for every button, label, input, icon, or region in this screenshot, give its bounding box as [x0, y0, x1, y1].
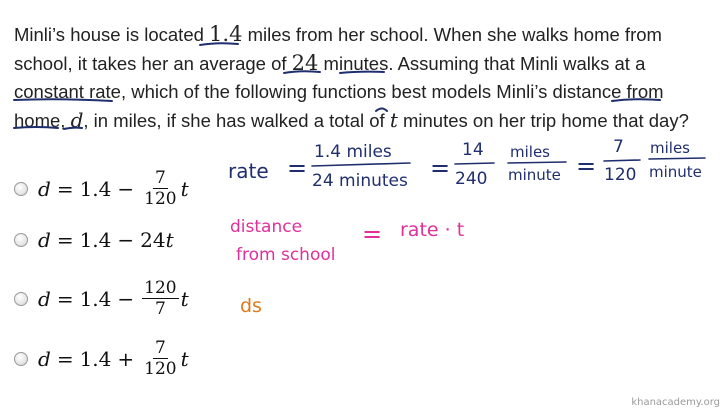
radio-button[interactable]	[14, 233, 28, 247]
hw-equals-2: =	[430, 154, 451, 182]
fraction: $\frac{7}{120}$	[144, 168, 177, 209]
option-3[interactable]	[14, 278, 189, 319]
option-1[interactable]	[14, 168, 189, 209]
option-4-expression: d = 1.4 + $\frac{7}{120}$ t	[38, 338, 189, 379]
option-3-expression: d = 1.4 − $\frac{120}{7}$ t	[38, 278, 189, 319]
option-2[interactable]	[14, 228, 174, 252]
hw-frac3-den: 120	[604, 165, 637, 185]
fraction-bars	[312, 158, 705, 166]
hw-frac2-den: 240	[455, 169, 488, 189]
question-text	[14, 20, 719, 135]
site-credit: khanacademy.org	[631, 397, 720, 408]
hw-equals-1: =	[287, 154, 308, 182]
fraction: $\frac{7}{120}$	[144, 338, 177, 379]
distance-equation	[230, 217, 464, 265]
hw-frac1-num: 1.4 miles	[314, 142, 392, 162]
hw-frac2-unit-num: miles	[510, 143, 550, 161]
hw-equals-3: =	[576, 152, 597, 180]
question-line-2: school, it takes her an average of 24 minutes. Assuming that Minli walks at a	[14, 51, 646, 75]
radio-button[interactable]	[14, 352, 28, 366]
question-line-3: constant rate, which of the following functions best models Minli’s distance from	[14, 81, 664, 102]
hw-ds: ds	[240, 295, 262, 317]
hw-distance: distance	[230, 217, 303, 237]
hw-frac3-num: 7	[613, 137, 624, 157]
hw-rate: rate	[228, 159, 269, 183]
option-2-expression: d = 1.4 − 24 t	[38, 228, 174, 252]
hw-frac2-unit-den: minute	[508, 166, 561, 184]
radio-button[interactable]	[14, 292, 28, 306]
hw-rate-times-t: rate · t	[400, 219, 465, 241]
fraction: $\frac{120}{7}$	[144, 278, 177, 319]
rate-calculation	[228, 137, 702, 191]
hw-frac1-den: 24 minutes	[312, 171, 408, 191]
hw-frac3-unit-num: miles	[650, 139, 690, 157]
hw-frac2-num: 14	[462, 140, 484, 160]
question-line-4: home, d, in miles, if she has walked a total of t minutes on her trip home that day?	[14, 108, 689, 132]
hw-equals-4: =	[362, 220, 383, 248]
hw-frac2-unit-bar	[508, 162, 566, 163]
hw-frac3-bar	[604, 160, 640, 161]
hw-frac3-unit-bar	[649, 158, 705, 159]
option-4[interactable]	[14, 338, 189, 379]
hw-from-school: from school	[236, 245, 336, 265]
option-1-expression: d = 1.4 − $\frac{7}{120}$ t	[38, 168, 189, 209]
question-line-1: Minli’s house is located 1.4 miles from her school. When she walks home from	[14, 22, 662, 46]
hw-frac1-bar	[312, 163, 410, 166]
radio-button[interactable]	[14, 182, 28, 196]
hw-frac3-unit-den: minute	[649, 163, 702, 181]
hw-frac2-bar	[455, 163, 494, 164]
